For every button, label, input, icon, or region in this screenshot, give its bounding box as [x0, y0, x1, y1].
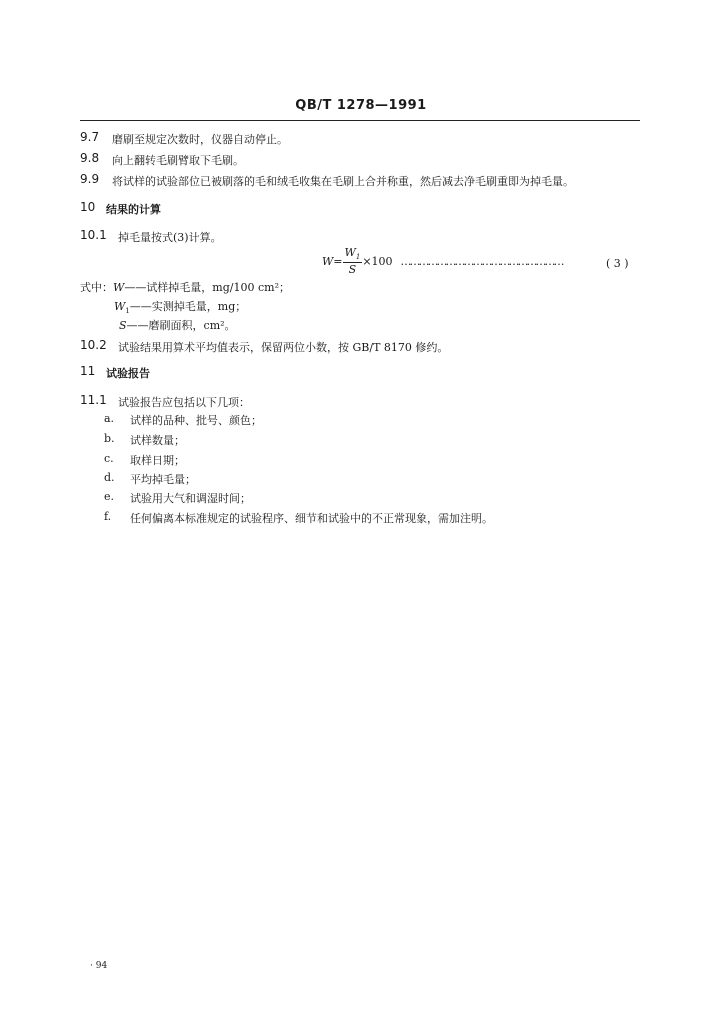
- formula-legend-s: S——磨刷面积，cm²。: [119, 319, 236, 332]
- formula-leader-dots: ………………………………………………: [400, 254, 563, 268]
- list-item-c-text: 取样日期；: [130, 454, 185, 467]
- list-item-b-text: 试样数量；: [130, 434, 185, 447]
- formula-legend-w1: $W_1——$实测掉毛量，mg；: [114, 300, 247, 316]
- list-item-f-letter: f.: [104, 510, 112, 523]
- list-item-a-text: 试样的品种、批号、颜色；: [130, 414, 262, 427]
- clause-10-2-number: 10.2: [80, 338, 107, 352]
- page-number: · 94: [90, 961, 108, 971]
- formula-numerator: $W_1$: [344, 245, 361, 262]
- formula-equation-number: ( 3 ): [606, 257, 629, 270]
- list-item-e-text: 试验用大气和调湿时间；: [130, 492, 251, 505]
- clause-9-7-number: 9.7: [80, 130, 100, 144]
- section-10-title: 结果的计算: [106, 203, 161, 216]
- clause-9-9-number: 9.9: [80, 172, 100, 186]
- section-10-number: 10: [80, 200, 96, 214]
- clause-10-1-number: 10.1: [80, 228, 107, 242]
- clause-9-7-text: 磨刷至规定次数时，仪器自动停止。: [112, 133, 288, 146]
- list-item-f-text: 任何偏离本标准规定的试验程序、细节和试验中的不正常现象，需加注明。: [130, 512, 493, 525]
- clause-9-8-text: 向上翻转毛刷臂取下毛刷。: [112, 154, 244, 167]
- clause-10-1-text: 掉毛量按式(3)计算。: [118, 231, 222, 244]
- section-11-title: 试验报告: [106, 367, 150, 380]
- formula-3: [322, 246, 563, 276]
- list-item-d-letter: d.: [104, 471, 115, 484]
- clause-9-9-text: 将试样的试验部位已被刷落的毛和绒毛收集在毛刷上合并称重，然后减去净毛刷重即为掉毛量。: [112, 175, 574, 188]
- list-item-a-letter: a.: [104, 412, 115, 425]
- list-item-b-letter: b.: [104, 432, 115, 445]
- formula-legend-w: 式中：W——试样掉毛量，mg/100 cm²；: [80, 281, 290, 294]
- list-item-c-letter: c.: [104, 452, 114, 465]
- standard-code-header: QB/T 1278—1991: [295, 98, 427, 113]
- list-item-e-letter: e.: [104, 490, 115, 503]
- clause-10-2-text: 试验结果用算术平均值表示，保留两位小数，按 GB/T 8170 修约。: [118, 341, 449, 354]
- clause-9-8-number: 9.8: [80, 151, 100, 165]
- formula-lhs: W=: [322, 254, 343, 268]
- list-item-d-text: 平均掉毛量；: [130, 473, 196, 486]
- clause-11-1-text: 试验报告应包括以下几项：: [118, 396, 250, 409]
- formula-fraction: [343, 247, 363, 275]
- formula-rhs: ×100: [362, 254, 393, 268]
- clause-11-1-number: 11.1: [80, 393, 107, 407]
- formula-denominator: S: [348, 263, 357, 277]
- section-11-number: 11: [80, 364, 96, 378]
- header-rule: [80, 120, 640, 121]
